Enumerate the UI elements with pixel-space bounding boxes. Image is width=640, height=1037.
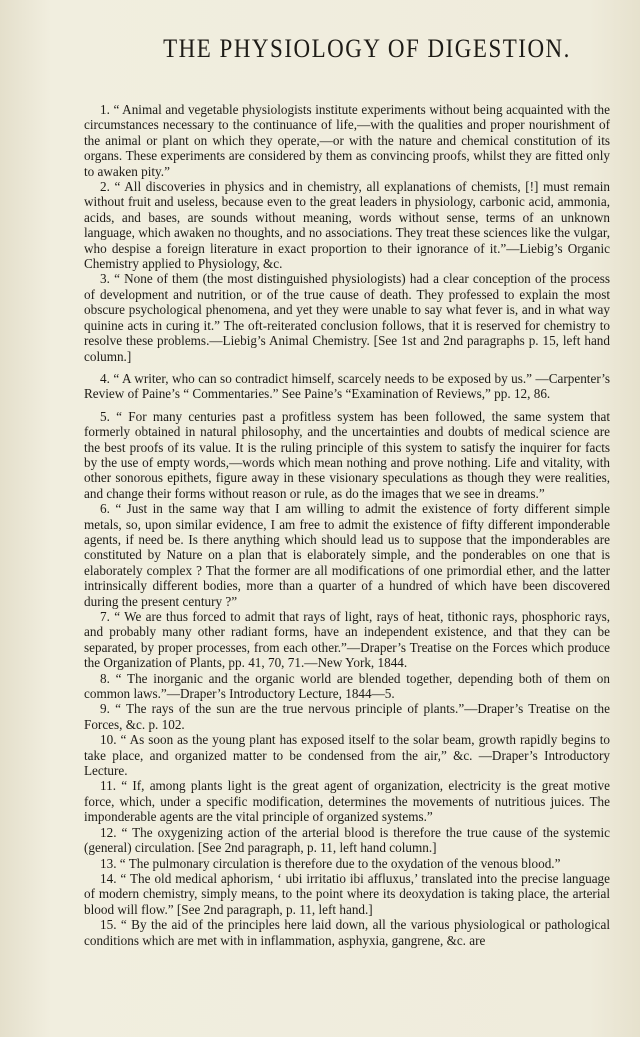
paragraph-9: 9. “ The rays of the sun are the true nervous principle of plants.”—Draper’s Treatise on the Forces, &c. p. 102.: [84, 701, 610, 732]
paragraph-1: 1. “ Animal and vegetable physiologists institute experiments without being acquainted with the circumstances necessary to the continuance of life,—with the qualities and proper nourishment of the animal or plant on which they operate,—or with the nature and chemical constitution of its organs. These experiments are considered by them as convincing proofs, whilst they are fitted only to awaken pity.”: [84, 102, 610, 179]
paragraph-3: 3. “ None of them (the most distinguished physiologists) had a clear conception of the process of development and nutrition, or of the true cause of death. They professed to explain the most obscure psychological phenomena, and yet they were unable to say what fever is, and in what way quinine acts in curing it.” The oft-reiterated conclusion follows, that it is reserved for chemistry to resolve these problems.—Liebig’s Animal Chemistry. [See 1st and 2nd paragraphs p. 15, left hand column.]: [84, 271, 610, 364]
paragraph-7: 7. “ We are thus forced to admit that rays of light, rays of heat, tithonic rays, phosphoric rays, and probably many other radiant forms, have an independent existence, and that they can be separated, by proper processes, from each other.”—Draper’s Treatise on the Forces which produce the Organization of Plants, pp. 41, 70, 71.—New York, 1844.: [84, 609, 610, 671]
paragraph-12: 12. “ The oxygenizing action of the arterial blood is therefore the true cause of the systemic (general) circulation. [See 2nd paragraph, p. 11, left hand column.]: [84, 824, 610, 856]
paragraph-6: 6. “ Just in the same way that I am willing to admit the existence of forty different simple metals, so, upon similar evidence, I am free to admit the existence of fifty different imponderable agents, if need be. Is there anything which should lead us to suppose that the imponderables are constituted by Nature on a plan that is elaborately simple, and the ponderables on one that is elaborately complex ? That the former are all modifications of one primordial ether, and the latter intrinsically different bodies, more than a quarter of a hundred of which have been discovered during the present century ?”: [84, 501, 610, 609]
paragraph-5: 5. “ For many centuries past a profitless system has been followed, the same system that formerly obtained in natural philosophy, and the uncertainties and doubts of medical science are the best proofs of its value. It is the ruling principle of this system to satisfy the inquirer for facts by the use of empty words,—words which mean nothing and prove nothing. Life and vitality, with other sonorous epithets, figure away in these visionary speculations as though they were realities, and change their forms without reason or rule, as do the images that we see in dreams.”: [84, 408, 610, 501]
paragraph-11: 11. “ If, among plants light is the great agent of organization, electricity is the great motive force, which, under a specific modification, determines the movements of nutritious juices. The imponderable agents are the vital principle of organized systems.”: [84, 778, 610, 825]
paragraph-14: 14. “ The old medical aphorism, ‘ ubi irritatio ibi affluxus,’ translated into the precise language of modern chemistry, simply means, to the point where its deoxydation is taking place, the arterial blood will flow.” [See 2nd paragraph, p. 11, left hand.]: [84, 870, 610, 917]
body-text: [84, 102, 610, 948]
paragraph-2: 2. “ All discoveries in physics and in chemistry, all explanations of chemists, [!] must remain without fruit and useless, because even to the great leaders in physiology, carbonic acid, ammonia, acids, and bases, are sounds without meaning, words without sense, terms of an unknown language, which awaken no thoughts, and no associations. They treat these sciences like the vulgar, who despise a foreign literature in exact proportion to their ignorance of it.”—Liebig’s Organic Chemistry applied to Physiology, &c.: [84, 179, 610, 272]
paragraph-15: 15. “ By the aid of the principles here laid down, all the various physiological or pathological conditions which are met with in inflammation, asphyxia, gangrene, &c. are: [84, 917, 610, 948]
page-title: THE PHYSIOLOGY OF DIGESTION.: [163, 34, 571, 63]
paragraph-8: 8. “ The inorganic and the organic world are blended together, depending both of them on common laws.”—Draper’s Introductory Lecture, 1844—5.: [84, 670, 610, 702]
paragraph-4: 4. “ A writer, who can so contradict himself, scarcely needs to be exposed by us.” —Carpenter’s Review of Paine’s “ Commentaries.” See Paine’s “Examination of Reviews,” pp. 12, 86.: [84, 370, 610, 402]
paragraph-13: 13. “ The pulmonary circulation is therefore due to the oxydation of the venous blood.”: [100, 855, 561, 871]
paragraph-10: 10. “ As soon as the young plant has exposed itself to the solar beam, growth rapidly begins to take place, and organized matter to be condensed from the air,” &c. —Draper’s Introductory Lecture.: [84, 732, 610, 779]
